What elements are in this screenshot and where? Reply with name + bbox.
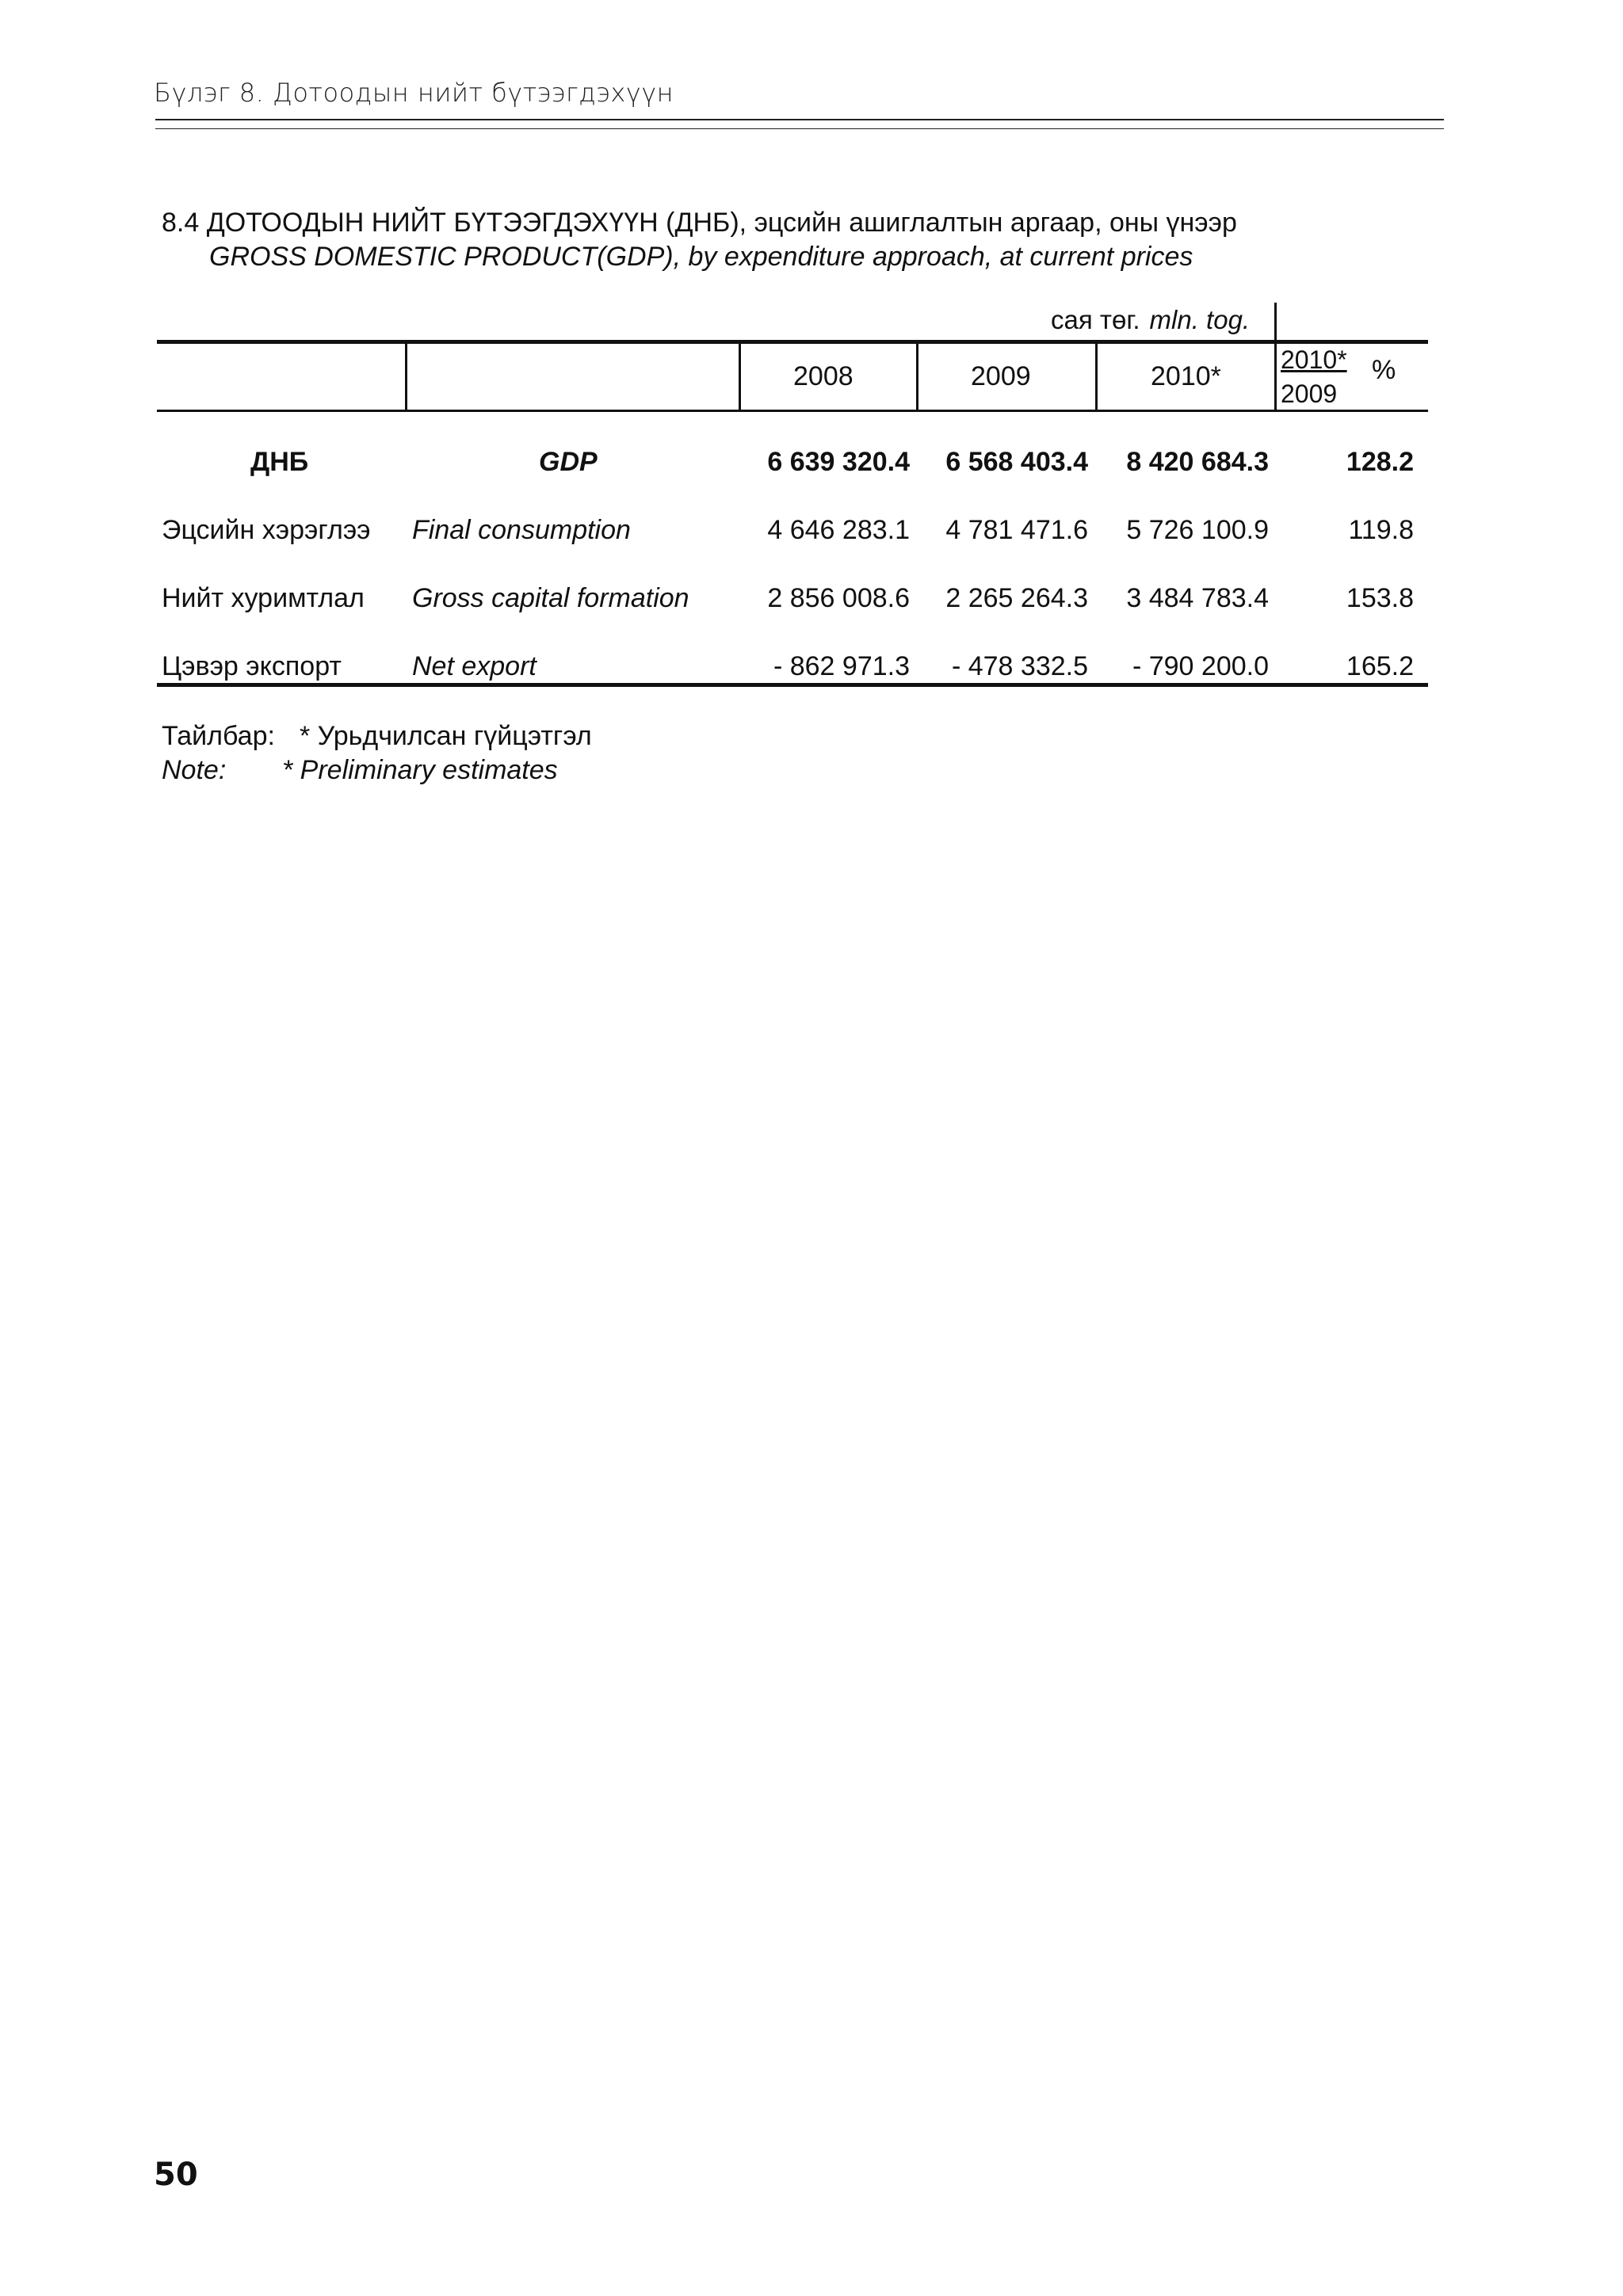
header-rule-bottom <box>155 128 1444 129</box>
page-number: 50 <box>154 2157 198 2193</box>
row-gross-capital-label-en: Gross capital formation <box>412 583 689 613</box>
col-divider <box>739 342 741 411</box>
note-en-text: * Preliminary estimates <box>282 755 558 785</box>
row-final-consumption-2008: 4 646 283.1 <box>767 515 910 545</box>
ratio-percent: % <box>1372 355 1396 385</box>
row-net-export-2008: - 862 971.3 <box>773 651 910 681</box>
row-final-consumption-ratio: 119.8 <box>1348 515 1414 545</box>
table-title-en: GROSS DOMESTIC PRODUCT(GDP), by expenditure approach, at current prices <box>209 242 1193 272</box>
row-gross-capital-2008: 2 856 008.6 <box>767 583 910 613</box>
note-en <box>162 755 558 786</box>
ratio-denominator: 2009 <box>1281 379 1338 408</box>
chapter-header: Бүлэг 8. Дотоодын нийт бүтээгдэхүүн <box>154 78 674 108</box>
col-header-2010: 2010* <box>1151 361 1221 391</box>
table-bottom-rule <box>157 683 1428 687</box>
row-gross-capital-label-mn: Нийт хуримтлал <box>162 583 365 613</box>
row-gross-capital-2009: 2 265 264.3 <box>945 583 1088 613</box>
note-mn-text: * Урьдчилсан гүйцэтгэл <box>300 721 592 751</box>
unit-mn: сая төг. <box>1051 305 1140 334</box>
row-net-export-label-mn: Цэвэр экспорт <box>162 651 342 681</box>
row-final-consumption-label-en: Final consumption <box>412 515 631 545</box>
col-divider <box>916 342 918 411</box>
row-gross-capital-2010: 3 484 783.4 <box>1126 583 1269 613</box>
col-divider <box>1095 342 1098 411</box>
note-mn-label: Тайлбар: <box>162 721 275 751</box>
ratio-numerator: 2010* <box>1281 345 1347 374</box>
row-final-consumption-2010: 5 726 100.9 <box>1126 515 1269 545</box>
row-gdp-ratio: 128.2 <box>1346 447 1414 477</box>
row-gross-capital-ratio: 153.8 <box>1346 583 1414 613</box>
col-header-2008: 2008 <box>793 361 854 391</box>
row-gdp-2010: 8 420 684.3 <box>1126 447 1269 477</box>
table-header-bottom-rule <box>157 410 1428 412</box>
col-divider <box>405 342 407 411</box>
table-title-mn: 8.4 ДОТООДЫН НИЙТ БҮТЭЭГДЭХҮҮН (ДНБ), эцсийн ашиглалтын аргаар, оны үнээр <box>162 208 1237 238</box>
row-gdp-label-mn: ДНБ <box>250 447 309 477</box>
row-gdp-label-en: GDP <box>539 447 598 477</box>
row-final-consumption-label-mn: Эцсийн хэрэглээ <box>162 515 371 545</box>
note-mn <box>162 721 592 752</box>
col-divider <box>1274 303 1277 411</box>
col-header-2009: 2009 <box>971 361 1031 391</box>
unit-en: mln. tog. <box>1149 305 1251 334</box>
table-top-rule <box>157 340 1428 344</box>
row-gdp-2008: 6 639 320.4 <box>767 447 910 477</box>
row-net-export-2009: - 478 332.5 <box>951 651 1088 681</box>
header-rule-top <box>155 119 1444 120</box>
unit-label <box>1051 305 1250 335</box>
row-net-export-label-en: Net export <box>412 651 537 681</box>
note-en-label: Note: <box>162 755 227 785</box>
row-net-export-ratio: 165.2 <box>1346 651 1414 681</box>
row-final-consumption-2009: 4 781 471.6 <box>945 515 1088 545</box>
row-gdp-2009: 6 568 403.4 <box>945 447 1088 477</box>
row-net-export-2010: - 790 200.0 <box>1132 651 1269 681</box>
